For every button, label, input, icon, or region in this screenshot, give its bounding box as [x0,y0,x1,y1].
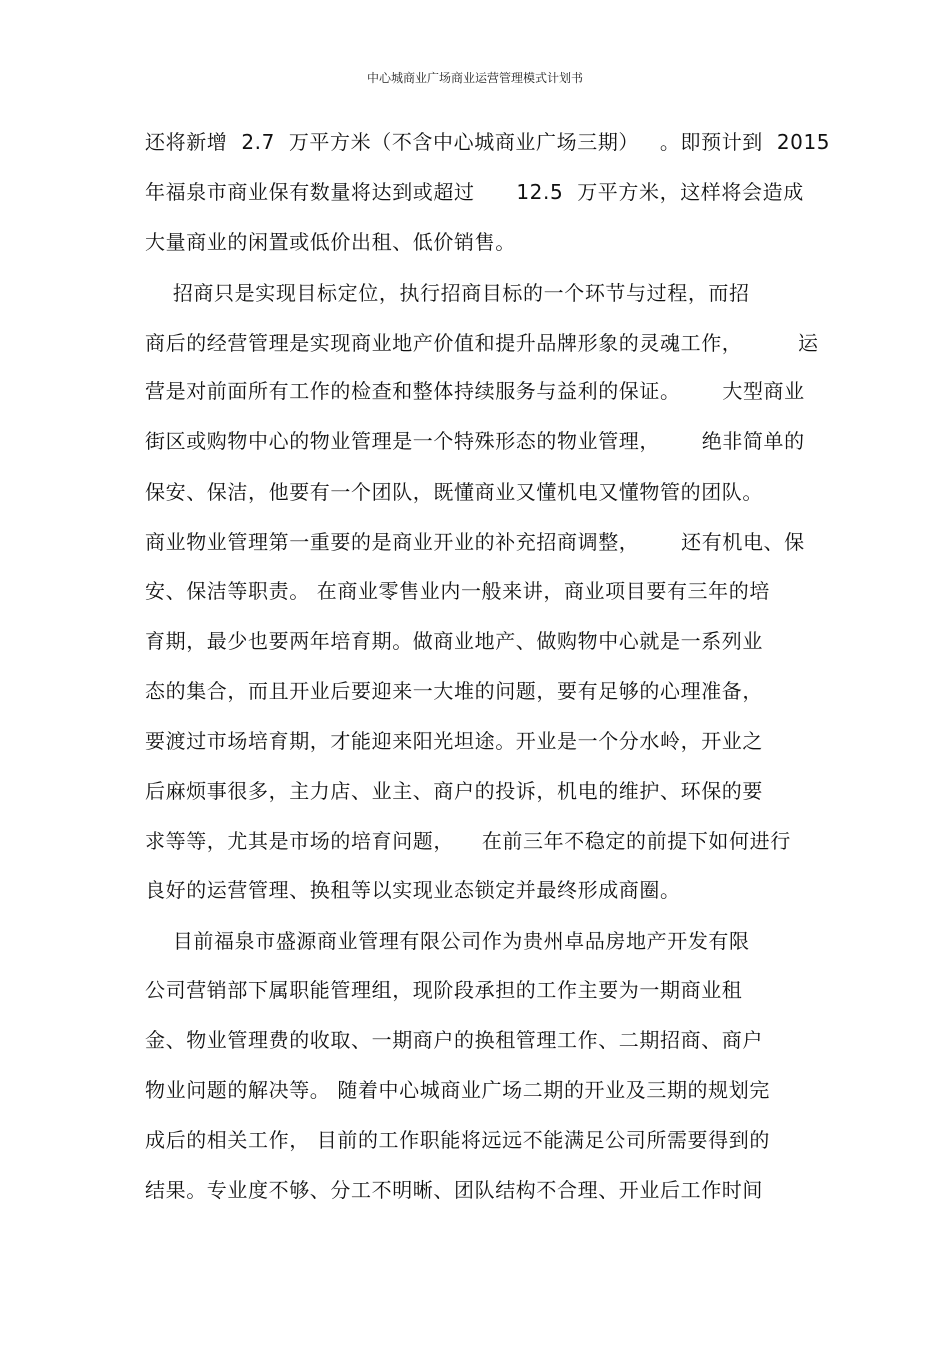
text-line: 求等等，尤其是市场的培育问题， 在前三年不稳定的前提下如何进行 [145,829,791,853]
text-line: 商后的经营管理是实现商业地产价值和提升品牌形象的灵魂工作， 运 [145,331,819,355]
text-line: 年福泉市商业保有数量将达到或超过 12.5 万平方米，这样将会造成 [145,180,804,204]
text-line: 成后的相关工作， 目前的工作职能将远远不能满足公司所需要得到的 [145,1128,770,1152]
text-line: 安、保洁等职责。 在商业零售业内一般来讲，商业项目要有三年的培 [145,579,770,603]
text-line: 结果。专业度不够、分工不明晰、团队结构不合理、开业后工作时间 [145,1178,763,1202]
text-line: 要渡过市场培育期，才能迎来阳光坦途。开业是一个分水岭，开业之 [145,729,763,753]
text-line: 公司营销部下属职能管理组，现阶段承担的工作主要为一期商业租 [145,978,743,1002]
text-line: 保安、保洁，他要有一个团队，既懂商业又懂机电又懂物管的团队。 [145,480,763,504]
text-line: 目前福泉市盛源商业管理有限公司作为贵州卓品房地产开发有限 [145,929,750,953]
text-line: 街区或购物中心的物业管理是一个特殊形态的物业管理， 绝非简单的 [145,429,805,453]
text-line: 育期，最少也要两年培育期。做商业地产、做购物中心就是一系列业 [145,629,763,653]
text-line: 营是对前面所有工作的检查和整体持续服务与益利的保证。 大型商业 [145,379,805,403]
text-line: 良好的运营管理、换租等以实现业态锁定并最终形成商圈。 [145,878,681,902]
text-line: 物业问题的解决等。 随着中心城商业广场二期的开业及三期的规划完 [145,1078,770,1102]
text-line: 后麻烦事很多，主力店、业主、商户的投诉，机电的维护、环保的要 [145,779,763,803]
running-header: 中心城商业广场商业运营管理模式计划书 [366,71,583,85]
text-line: 还将新增 2.7 万平方米（不含中心城商业广场三期） 。即预计到 2015 [145,130,831,154]
text-line: 大量商业的闲置或低价出租、低价销售。 [145,230,516,254]
text-line: 招商只是实现目标定位，执行招商目标的一个环节与过程，而招 [145,281,750,305]
text-line: 态的集合，而且开业后要迎来一大堆的问题，要有足够的心理准备， [145,679,763,703]
text-line: 商业物业管理第一重要的是商业开业的补充招商调整， 还有机电、保 [145,530,805,554]
text-line: 金、物业管理费的收取、一期商户的换租管理工作、二期招商、商户 [145,1028,763,1052]
